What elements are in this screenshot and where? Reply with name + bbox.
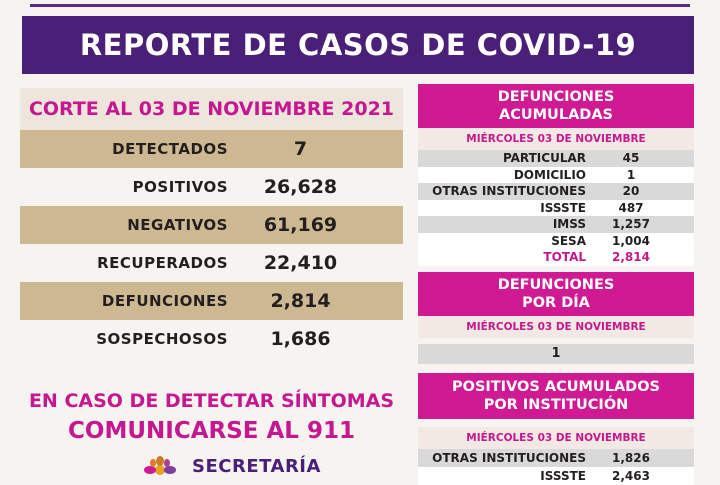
stat-row-sospechosos [20,320,403,358]
defunciones-acumuladas-date: MIÉRCOLES 03 DE NOVIEMBRE [418,128,694,150]
row-value: 1,004 [612,233,650,248]
secretaria-logo-icon [140,456,180,480]
row-value: 20 [622,184,640,199]
report-title-banner [22,16,694,74]
stat-value: 22,410 [263,252,338,274]
defunciones-dia-header [418,272,694,316]
report-title: REPORTE DE CASOS DE COVID-19 [79,28,637,62]
row-value: 2,463 [612,468,650,483]
defunciones-dia-value: 1 [418,344,694,364]
table-row [418,183,694,200]
cta-symptoms-line: EN CASO DE DETECTAR SÍNTOMAS [28,390,395,412]
cta-call-911-line: COMUNICARSE AL 911 [68,418,355,444]
top-decorative-line [30,4,690,7]
row-label: OTRAS INSTITUCIONES [432,184,586,199]
stat-label: RECUPERADOS [97,254,228,272]
positivos-institucion-date: MIÉRCOLES 03 DE NOVIEMBRE [418,427,694,449]
row-label: PARTICULAR [502,151,586,166]
table-row [418,216,694,233]
table-row [418,233,694,250]
stat-label: DEFUNCIONES [101,292,228,310]
row-label: OTRAS INSTITUCIONES [432,450,586,465]
stat-label: NEGATIVOS [127,216,228,234]
stat-value: 2,814 [270,290,331,312]
stat-row-detectados [20,130,403,168]
header-line: ACUMULADAS [498,107,613,123]
total-label: TOTAL [543,250,586,265]
stat-row-negativos [20,206,403,244]
row-value: 487 [618,200,644,215]
table-row [418,449,694,467]
stat-label: POSITIVOS [132,178,228,196]
row-label: ISSSTE [540,200,586,215]
stat-row-positivos [20,168,403,206]
summary-panel [20,88,403,384]
table-row [418,167,694,184]
table-row [418,467,694,485]
stat-row-defunciones [20,282,403,320]
stat-value: 7 [293,138,308,160]
table-row [418,200,694,217]
table-row [418,150,694,167]
stat-value: 1,686 [270,328,331,350]
positivos-institucion-header [418,373,694,419]
stat-value: 61,169 [263,214,338,236]
stat-row-recuperados [20,244,403,282]
header-line: DEFUNCIONES [497,276,615,293]
corte-date-label: CORTE AL 03 DE NOVIEMBRE 2021 [20,88,403,130]
header-line: DEFUNCIONES [497,89,615,105]
row-value: 45 [622,151,640,166]
row-label: IMSS [552,217,586,232]
secretaria-label: SECRETARÍA [192,456,321,477]
header-line: POR INSTITUCIÓN [483,396,629,413]
row-label: DOMICILIO [513,167,586,182]
row-label: ISSSTE [540,468,586,483]
defunciones-dia-date: MIÉRCOLES 03 DE NOVIEMBRE [418,316,694,338]
total-row [418,249,694,266]
stat-value: 26,628 [263,176,338,198]
header-line: POR DÍA [522,294,590,311]
total-value: 2,814 [612,250,650,265]
defunciones-acumuladas-header [418,84,694,128]
detail-panel [418,84,694,485]
row-label: SESA [551,233,586,248]
stat-label: SOSPECHOSOS [96,330,228,348]
header-line: POSITIVOS ACUMULADOS [452,378,660,395]
row-value: 1,257 [612,217,650,232]
row-value: 1,826 [612,450,650,465]
row-value: 1 [626,167,636,182]
stat-label: DETECTADOS [112,140,228,158]
